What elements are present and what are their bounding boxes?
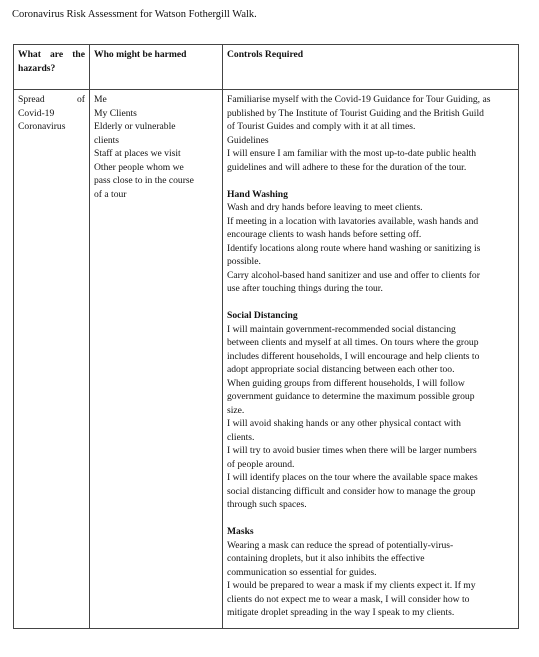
harmed-item: Elderly or vulnerable	[94, 121, 176, 132]
social-distancing-line: adopt appropriate social distancing between each other too.	[227, 364, 455, 375]
controls-line: of Tourist Guides and comply with it at all times.	[227, 121, 416, 132]
masks-line: containing droplets, but it also inhibits the effective	[227, 553, 425, 564]
social-distancing-line: includes different households, I will encourage and help clients to	[227, 350, 480, 362]
controls-line: I will ensure I am familiar with the most up-to-date public health	[227, 148, 477, 159]
document-title: Coronavirus Risk Assessment for Watson Fothergill Walk.	[12, 9, 257, 20]
harmed-item: Staff at places we visit	[94, 148, 181, 159]
table-row	[14, 90, 519, 629]
social-distancing-line: I will identify places on the tour where the available space makes	[227, 472, 478, 483]
hand-washing-heading: Hand Washing	[227, 188, 288, 200]
who-harmed-column-header: Who might be harmed	[90, 45, 223, 90]
controls-line: Guidelines	[227, 134, 269, 146]
hazards-header-line: hazards?	[18, 62, 56, 74]
harmed-item: of a tour	[94, 188, 127, 200]
harmed-item: Other people whom we	[94, 161, 184, 173]
controls-line: guidelines and will adhere to these for the duration of the tour.	[227, 161, 467, 173]
social-distancing-line: clients.	[227, 431, 255, 443]
hazard-cell	[14, 90, 90, 629]
social-distancing-heading: Social Distancing	[227, 310, 298, 321]
controls-column-header: Controls Required	[223, 45, 519, 90]
hand-washing-line: Wash and dry hands before leaving to meet clients.	[227, 202, 423, 213]
masks-heading: Masks	[227, 526, 254, 537]
section-gap	[227, 296, 514, 310]
harmed-item: Me	[94, 94, 107, 105]
hand-washing-line: If meeting in a location with lavatories available, wash hands and	[227, 215, 479, 227]
hazard-line: Coronavirus	[18, 121, 66, 132]
social-distancing-line: When guiding groups from different households, I will follow	[227, 377, 465, 389]
hand-washing-line: Carry alcohol-based hand sanitizer and use and offer to clients for	[227, 269, 480, 281]
hand-washing-line: possible.	[227, 256, 261, 267]
social-distancing-line: between clients and myself at all times. On tours where the group	[227, 337, 479, 348]
who-harmed-cell	[90, 90, 223, 629]
social-distancing-line: I will maintain government-recommended social distancing	[227, 323, 456, 335]
controls-line: published by The Institute of Tourist Guiding and the British Guild	[227, 107, 484, 119]
hazard-line: Covid-19	[18, 107, 55, 119]
risk-assessment-table	[13, 44, 519, 629]
social-distancing-line: of people around.	[227, 458, 295, 470]
masks-line: Wearing a mask can reduce the spread of potentially-virus-	[227, 539, 454, 551]
social-distancing-line: government guidance to determine the maximum possible group	[227, 391, 475, 402]
hazards-header-line: What are the	[18, 49, 85, 60]
social-distancing-line: social distancing difficult and consider how to manage the group	[227, 485, 476, 497]
masks-line: clients do not expect me to wear a mask, I will consider how to	[227, 593, 470, 605]
social-distancing-line: size.	[227, 404, 245, 416]
hazards-column-header	[14, 45, 90, 90]
hand-washing-line: use after touching things during the tour.	[227, 283, 383, 294]
masks-line: mitigate droplet spreading in the way I speak to my clients.	[227, 607, 455, 618]
controls-cell	[223, 90, 519, 629]
section-gap	[227, 174, 514, 188]
masks-line: communication so essential for guides.	[227, 566, 377, 578]
hand-washing-line: Identify locations along route where hand washing or sanitizing is	[227, 242, 481, 254]
section-gap	[227, 512, 514, 526]
harmed-item: clients	[94, 134, 120, 146]
hand-washing-line: encourage clients to wash hands before setting off.	[227, 229, 422, 240]
harmed-item: pass close to in the course	[94, 175, 194, 186]
social-distancing-line: I will try to avoid busier times when there will be larger numbers	[227, 445, 477, 456]
social-distancing-line: through such spaces.	[227, 499, 307, 510]
table-header-row	[14, 45, 519, 90]
masks-line: I would be prepared to wear a mask if my clients expect it. If my	[227, 580, 476, 591]
hazard-line: Spread of	[18, 94, 85, 105]
harmed-item: My Clients	[94, 107, 137, 119]
social-distancing-line: I will avoid shaking hands or any other physical contact with	[227, 418, 461, 429]
controls-line: Familiarise myself with the Covid-19 Guidance for Tour Guiding, as	[227, 94, 491, 105]
